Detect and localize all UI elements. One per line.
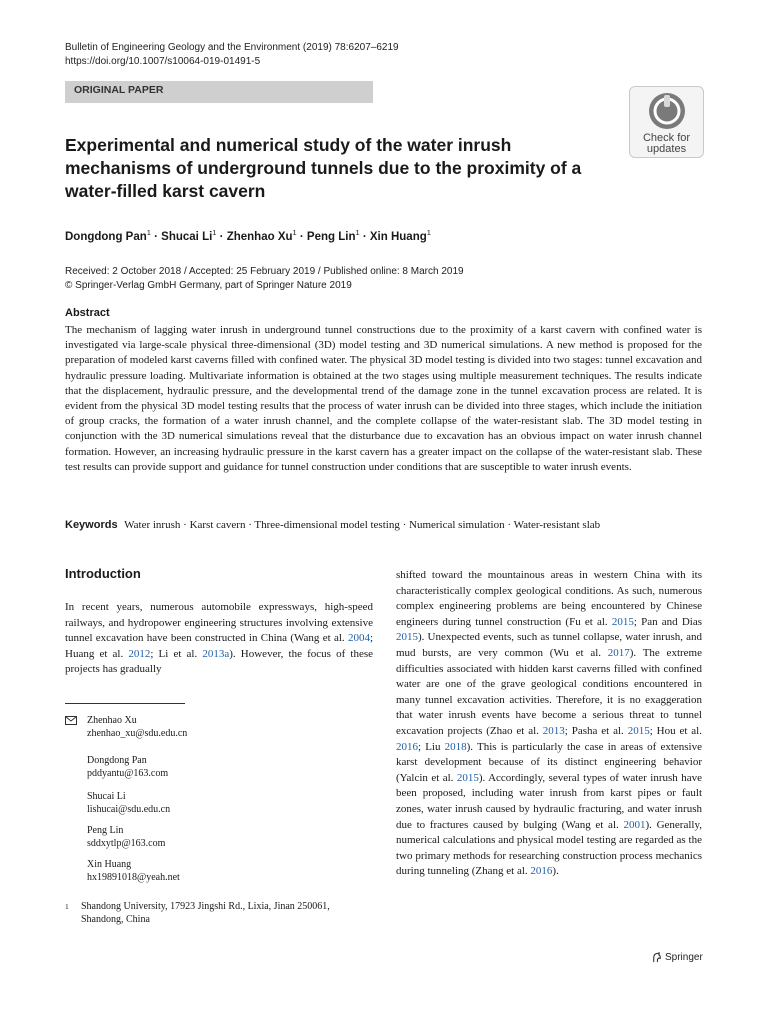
intro-text: ). The extreme difficulties associated with hidden karst caverns filled with confined water are one of the grave geological conditions encountered in many tunnel excavation activities. Therefore, it is no exaggeration that water inrush events have become a serious threat to tunnel excavation projects (Zhao et al. — [396, 646, 702, 737]
publisher-footer — [651, 952, 703, 963]
intro-text: ). This is particularly the case in areas of extensive karst development because of its distinct engineering behavior (Yalcin et al. — [396, 740, 702, 784]
author-affiliation: 1 — [212, 228, 217, 237]
contact-email[interactable]: sddxytlp@163.com — [87, 838, 166, 850]
citation-link[interactable]: 2015 — [396, 631, 418, 644]
citation-link[interactable]: 2016 — [530, 865, 553, 878]
contact-email[interactable]: lishucai@sdu.edu.cn — [87, 804, 171, 816]
affiliation-text: Shandong University, 17923 Jingshi Rd., Lixia, Jinan 250061, Shandong, China — [81, 901, 330, 926]
intro-text: ). However, the focus of these projects has gradually — [65, 647, 373, 676]
received-accepted-line: Received: 2 October 2018 / Accepted: 25 February 2019 / Published online: 8 March 2019 — [65, 266, 464, 277]
badge-line-2: updates — [646, 143, 687, 155]
contact-email[interactable]: zhenhao_xu@sdu.edu.cn — [87, 728, 188, 740]
copyright-line: © Springer-Verlag GmbH Germany, part of Springer Nature 2019 — [65, 279, 352, 291]
intro-text: shifted toward the mountainous areas in western China with its characteristically complex geological conditions. As such, numerous complex engineering problems are being encountered by Chinese engineers during tunnel construction (Fu et al. — [396, 569, 702, 628]
citation-link[interactable]: 2013 — [542, 724, 565, 737]
intro-text: ). — [552, 865, 559, 878]
author-name[interactable]: Xin Huang — [369, 230, 427, 243]
intro-text: ; Pan and Dias — [633, 615, 702, 628]
author-separator: · — [296, 230, 307, 243]
keyword: Water inrush — [124, 519, 181, 531]
intro-text: ). Accordingly, several types of water inrush have been proposed, including water inrush from karst pipes or fault zones, water inrush caused by hydraulic fracturing, and water inrush due to fractures caused by bulging (Wang et al. — [396, 771, 702, 831]
citation-link[interactable]: 2004 — [347, 632, 370, 645]
citation-link[interactable]: 2013a — [202, 647, 230, 660]
introduction-paragraph-right — [396, 568, 702, 880]
doi-link[interactable]: https://doi.org/10.1007/s10064-019-01491-5 — [65, 56, 261, 67]
keyword: Water-resistant slab — [513, 519, 601, 531]
intro-text: ; Li et al. — [150, 647, 203, 660]
intro-text: ; Liu — [418, 740, 445, 753]
intro-text: In recent years, numerous automobile expressways, high-speed railways, and hydropower engineering structures involving extensive tunnel excavation have been constructed in China (Wang et al. — [65, 601, 373, 645]
citation-link[interactable]: 2018 — [444, 740, 467, 753]
contact-email[interactable]: hx19891018@yeah.net — [87, 872, 180, 884]
contact-name: Peng Lin — [87, 825, 124, 836]
keyword: Three-dimensional model testing — [254, 519, 400, 531]
author-name[interactable]: Shucai Li — [161, 230, 213, 243]
contact-name: Zhenhao Xu — [87, 715, 137, 726]
envelope-icon — [65, 716, 77, 725]
citation-link[interactable]: 2015 — [611, 615, 634, 628]
intro-text: ; Pasha et al. — [564, 724, 628, 737]
author-separator: · — [150, 230, 162, 243]
check-updates-icon — [647, 91, 687, 131]
footnote-divider — [65, 703, 185, 704]
contact-name: Dongdong Pan — [87, 755, 147, 766]
author-name[interactable]: Peng Lin — [306, 230, 356, 243]
introduction-heading: Introduction — [65, 566, 141, 581]
paper-title: Experimental and numerical study of the water inrush mechanisms of underground tunnels due to the proximity of a water-filled karst cavern — [65, 135, 582, 201]
author-affiliation: 1 — [426, 228, 431, 237]
publisher-name: Springer — [665, 952, 703, 963]
affiliation-number: 1 — [65, 902, 69, 911]
journal-citation: Bulletin of Engineering Geology and the Environment (2019) 78:6207–6219 — [65, 42, 399, 53]
intro-text: ; Hou et al. — [649, 724, 702, 737]
publication-dates — [65, 265, 464, 292]
citation-link[interactable]: 2016 — [396, 740, 418, 753]
author-affiliation: 1 — [292, 228, 297, 237]
citation-link[interactable]: 2001 — [623, 818, 646, 831]
introduction-paragraph-left — [65, 600, 373, 678]
citation-link[interactable]: 2012 — [128, 647, 151, 660]
journal-header — [65, 41, 399, 69]
keywords: Keywords Water inrush · Karst cavern · Three-dimensional model testing · Numerical simulation · Water-resistant slab — [65, 519, 601, 531]
contact-email[interactable]: pddyantu@163.com — [87, 768, 169, 780]
intro-text: ). Generally, numerical calculations and physical model testing are regarded as the two primary methods for researching construction process mechanics during tunneling (Zhang et al. — [396, 818, 702, 878]
citation-link[interactable]: 2015 — [456, 771, 479, 784]
citation-link[interactable]: 2015 — [627, 724, 650, 737]
contact-name: Shucai Li — [87, 791, 126, 802]
author-affiliation: 1 — [146, 228, 151, 237]
intro-text: ). Unexpected events, such as tunnel collapse, water inrush, and mud bursts, are very common (Wu et al. — [396, 631, 702, 659]
abstract-text: The mechanism of lagging water inrush in underground tunnel constructions due to the proximity of a karst cavern with confined water is investigated via large-scale physical three-dimensional (3D) model testing and 3D numerical simulations. A new method is proposed for the preparation of modeled karst caverns filled with confined water. The physical 3D model testing is divided into two stages: tunnel excavation and hydraulic pressure loading. Multivariate information is obtained at the two stages using multiple measurement techniques. The results indicate that the displacement, hydraulic pressure, and the developmental trend of the damage zone in the tunnel excavation process are related. It is evident from the physical 3D model testing results that the process of water inrush can be divided into three stages, which include the initiation of group cracks, the formation of a water inrush channel, and the complete collapse of the water-resistant slab. The 3D model testing in conjunction with the 3D numerical simulations reveal that the disturbance due to excavation has an obvious impact on water inrush channel formation. However, an increasing hydraulic pressure in the karst cavern has a greater impact on the collapse of the water-resistant slab. These test results can provide support and guidance for tunnel construction under conditions that are susceptible to water inrush events. — [65, 324, 702, 473]
springer-horse-icon — [651, 952, 662, 963]
keywords-label: Keywords — [65, 519, 118, 531]
author-separator: · — [359, 230, 370, 243]
intro-text: ; Huang et al. — [65, 632, 373, 660]
keyword: Karst cavern — [189, 519, 246, 531]
contact-name: Xin Huang — [87, 859, 132, 870]
author-list — [65, 228, 431, 243]
article-type-banner — [65, 81, 373, 103]
citation-link[interactable]: 2017 — [607, 646, 630, 659]
article-type-label: ORIGINAL PAPER — [74, 84, 164, 96]
author-name[interactable]: Dongdong Pan — [65, 230, 147, 243]
author-affiliation: 1 — [355, 228, 360, 237]
author-name[interactable]: Zhenhao Xu — [226, 230, 293, 243]
check-for-updates-badge[interactable] — [629, 86, 704, 158]
author-separator: · — [216, 230, 227, 243]
badge-line-1: Check for — [642, 132, 691, 144]
abstract-heading: Abstract — [65, 307, 110, 319]
keyword: Numerical simulation — [409, 519, 505, 531]
